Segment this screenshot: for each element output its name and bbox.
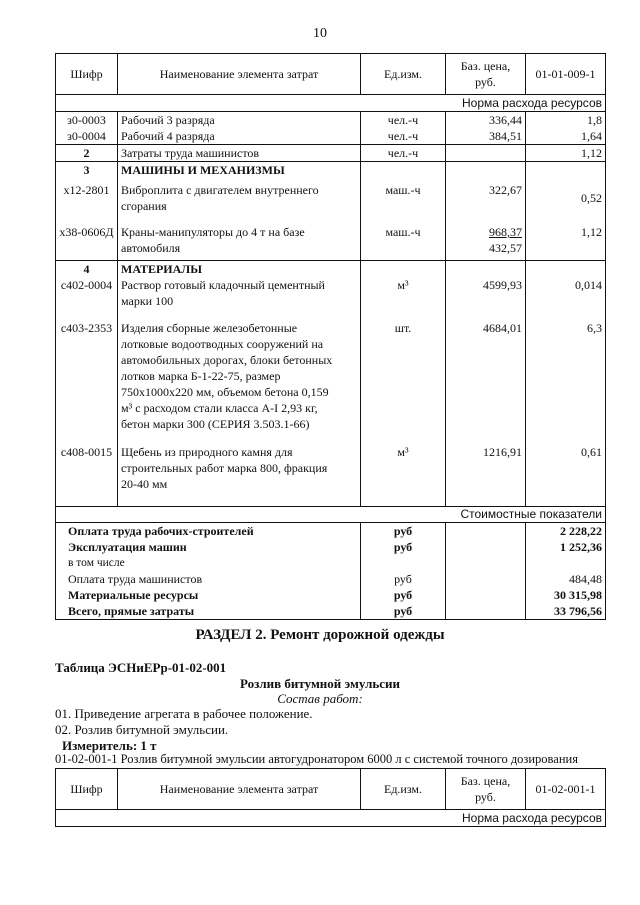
row-name [118,309,361,432]
row-name: Рабочий 3 разряда [118,112,361,129]
header-price-line1: Баз. цена, [460,774,511,788]
cost-row [56,587,606,603]
name-line: лотков марка Б-1-22-75, размер [121,369,281,383]
table-row [56,112,606,129]
norma-label: Норма расхода ресурсов [56,95,606,112]
cost-label-row [56,507,606,523]
cost-name: Всего, прямые затраты [56,603,361,620]
row-code: з0-0003 [56,112,118,129]
row-price: 1216,91 [446,432,526,507]
work-item: 01. Приведение агрегата в рабочее положение. [55,706,313,721]
table-id: Таблица ЭСНиЕРр-01-02-001 [55,660,227,675]
table-row [56,277,606,309]
header-code: Шифр [56,54,118,95]
name-line: Раствор готовый кладочный цементный [121,278,325,292]
row-price [446,145,526,162]
row-price: 4599,93 [446,277,526,309]
row-name [118,214,361,261]
row-price [446,214,526,261]
cost-row [56,555,606,571]
cost-name: Эксплуатация машин [56,539,361,555]
cost-value: 2 228,22 [526,523,606,540]
table-row [56,309,606,432]
cost-unit: руб [361,523,446,540]
resource-table [55,53,606,620]
norm-description: 01-02-001-1 Розлив битумной эмульсии автогудронатором 6000 л с системой точного дозирования [55,752,578,766]
row-qty: 1,12 [526,214,606,261]
table-row [56,432,606,507]
header-norm-code: 01-01-009-1 [526,54,606,95]
row-code: х38-0606Д [56,214,118,261]
row-code: з0-0004 [56,128,118,145]
table-row [56,145,606,162]
norma-label: Норма расхода ресурсов [56,810,606,827]
section-row-materials [56,261,606,278]
row-code: с403-2353 [56,309,118,432]
header-price [446,769,526,810]
row-unit: м³ [361,432,446,507]
row-code: с408-0015 [56,432,118,507]
row-qty: 1,64 [526,128,606,145]
name-line: бетон марки 300 (СЕРИЯ 3.503.1-66) [121,417,310,431]
row-unit: маш.-ч [361,214,446,261]
name-line: автомобильных дорогах, блоки бетонных [121,353,333,367]
row-qty: 0,52 [526,178,606,214]
section-row-machines [56,162,606,179]
table-title: Розлив битумной эмульсии [240,676,400,691]
cost-row [56,523,606,540]
measure: Измеритель: 1 т [62,738,157,753]
cost-row [56,603,606,620]
cost-label: Стоимостные показатели [56,507,606,523]
row-qty: 0,014 [526,277,606,309]
header-name: Наименование элемента затрат [118,54,361,95]
row-code: х12-2801 [56,178,118,214]
cost-unit: руб [361,603,446,620]
name-line: лотковые водоотводных сооружений на [121,337,324,351]
header-norm-code: 01-02-001-1 [526,769,606,810]
row-name: Затраты труда машинистов [118,145,361,162]
row-unit: шт. [361,309,446,432]
norma-row [56,95,606,112]
name-line: сгорания [121,199,167,213]
name-line: автомобиля [121,241,181,255]
row-unit: м³ [361,277,446,309]
row-price: 384,51 [446,128,526,145]
row-name [118,432,361,507]
header-price-line2: руб. [475,75,496,89]
name-line: 20-40 мм [121,477,168,491]
page-number: 10 [313,26,327,41]
norma-row [56,810,606,827]
name-line: Виброплита с двигателем внутреннего [121,183,319,197]
header-code: Шифр [56,769,118,810]
table-row [56,214,606,261]
cost-value: 33 796,56 [526,603,606,620]
work-item: 02. Розлив битумной эмульсии. [55,722,229,737]
name-line: м³ с расходом стали класса А-I 2,93 кг, [121,401,318,415]
row-qty: 6,3 [526,309,606,432]
header-name: Наименование элемента затрат [118,769,361,810]
row-name [118,178,361,214]
section-title: МАШИНЫ И МЕХАНИЗМЫ [118,162,361,179]
name-line: Изделия сборные железобетонные [121,321,298,335]
row-unit: чел.-ч [361,128,446,145]
row-qty: 1,8 [526,112,606,129]
row-price: 322,67 [446,178,526,214]
resource-table-2 [55,768,606,827]
row-qty: 1,12 [526,145,606,162]
cost-value: 484,48 [526,571,606,587]
section-title: МАТЕРИАЛЫ [118,261,361,278]
cost-unit: руб [361,571,446,587]
row-unit: чел.-ч [361,112,446,129]
name-line: Щебень из природного камня для [121,445,293,459]
cost-name: Материальные ресурсы [56,587,361,603]
name-line: марки 100 [121,294,174,308]
header-price-line2: руб. [475,790,496,804]
header-price-line1: Баз. цена, [460,59,511,73]
row-unit: маш.-ч [361,178,446,214]
cost-value: 1 252,36 [526,539,606,555]
price-value-2: 432,57 [489,241,522,255]
table-subtitle: Состав работ: [277,691,363,706]
cost-name: Оплата труда рабочих-строителей [56,523,361,540]
name-line: строительных работ марка 800, фракция [121,461,328,475]
row-unit: чел.-ч [361,145,446,162]
cost-row [56,571,606,587]
row-qty: 0,61 [526,432,606,507]
cost-row [56,539,606,555]
cost-unit: руб [361,539,446,555]
name-line: Краны-манипуляторы до 4 т на базе [121,225,305,239]
cost-unit: руб [361,587,446,603]
table-header-row [56,54,606,95]
table-row [56,128,606,145]
row-code: 2 [56,145,118,162]
row-name: Рабочий 4 разряда [118,128,361,145]
row-name [118,277,361,309]
table-header-row [56,769,606,810]
cost-name: в том числе [56,555,361,571]
section-code: 4 [56,261,118,278]
row-price: 336,44 [446,112,526,129]
section-code: 3 [56,162,118,179]
header-price [446,54,526,95]
price-value: 968,37 [489,225,522,239]
cost-value: 30 315,98 [526,587,606,603]
name-line: 750х1000х220 мм, объемом бетона 0,159 [121,385,329,399]
row-price: 4684,01 [446,309,526,432]
table-row [56,178,606,214]
header-unit: Ед.изм. [361,769,446,810]
header-unit: Ед.изм. [361,54,446,95]
cost-name: Оплата труда машинистов [56,571,361,587]
row-code: с402-0004 [56,277,118,309]
section-heading: РАЗДЕЛ 2. Ремонт дорожной одежды [195,627,445,643]
